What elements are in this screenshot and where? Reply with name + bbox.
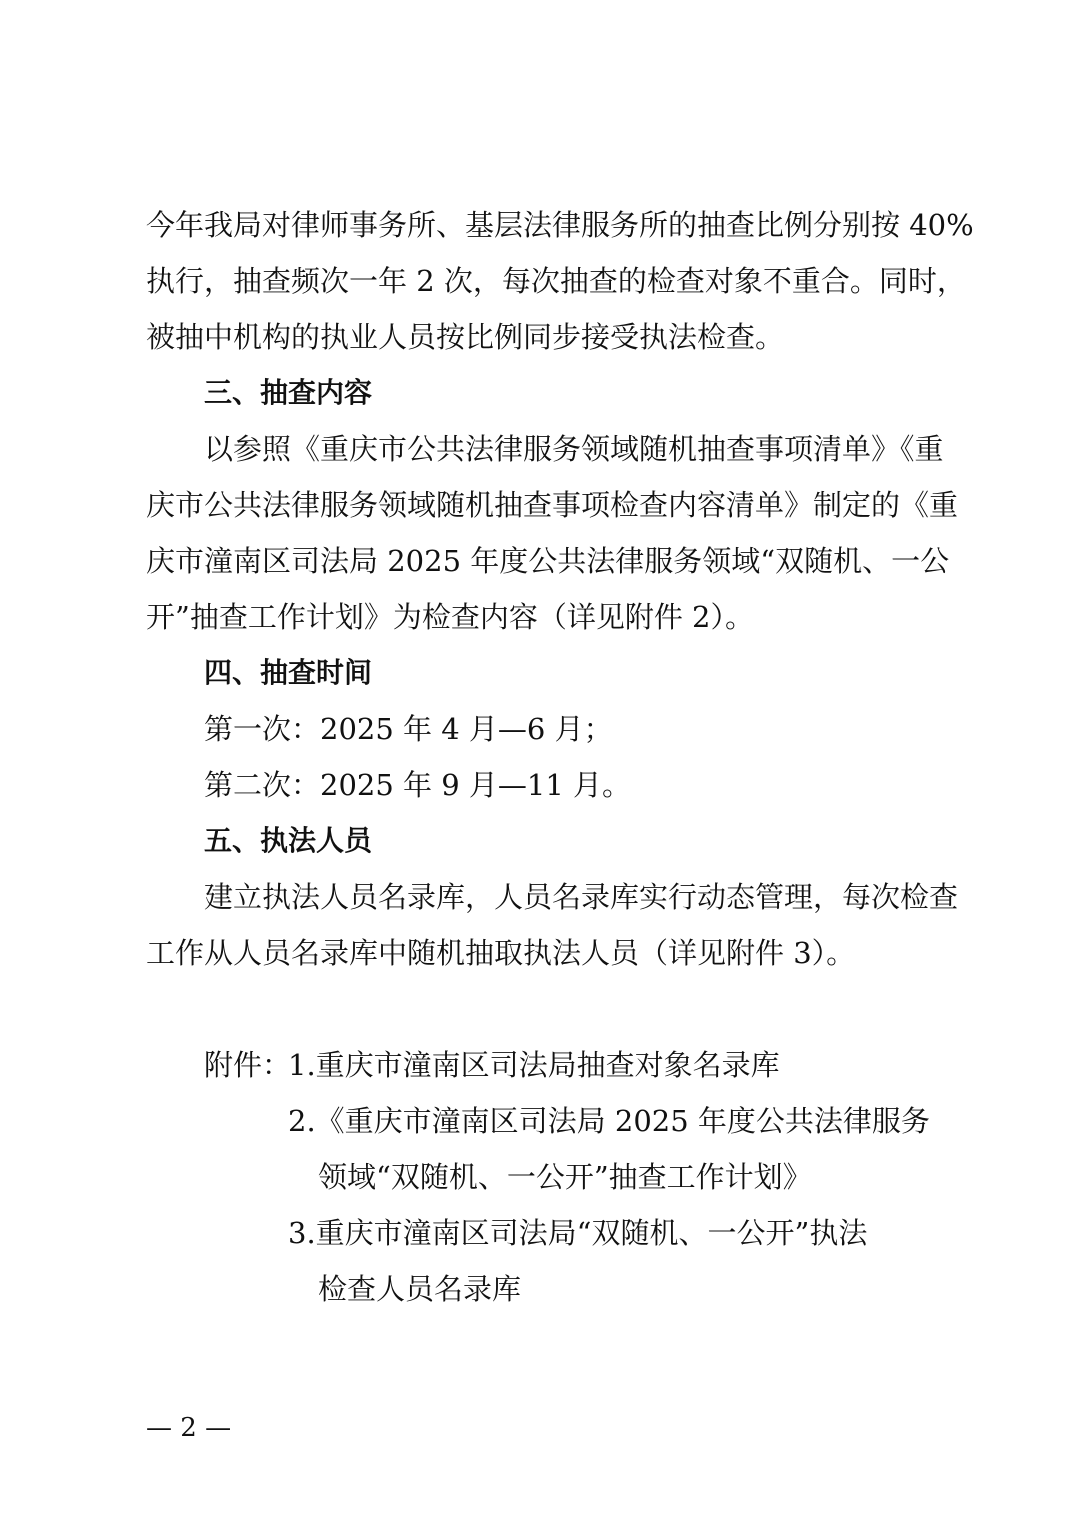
paragraph-line: 庆市潼南区司法局 2025 年度公共法律服务领域“双随机、一公 <box>146 544 950 578</box>
page-number: — 2 — <box>146 1413 232 1443</box>
paragraph-line: 今年我局对律师事务所、基层法律服务所的抽查比例分别按 40% <box>146 208 974 242</box>
paragraph-line: 第二次：2025 年 9 月—11 月。 <box>204 768 632 802</box>
attachment-item: 3.重庆市潼南区司法局“双随机、一公开”执法 <box>288 1216 868 1250</box>
paragraph-line: 执行，抽查频次一年 2 次，每次抽查的检查对象不重合。同时， <box>146 264 966 298</box>
attachment-item-continuation: 领域“双随机、一公开”抽查工作计划》 <box>318 1160 812 1194</box>
attachment-item: 1.重庆市潼南区司法局抽查对象名录库 <box>288 1048 780 1082</box>
section-heading: 三、抽查内容 <box>204 376 373 409</box>
paragraph-line: 被抽中机构的执业人员按比例同步接受执法检查。 <box>146 320 785 354</box>
section-heading: 四、抽查时间 <box>204 656 373 689</box>
paragraph-line: 第一次：2025 年 4 月—6 月； <box>204 712 613 746</box>
attachments-label: 附件： <box>204 1048 292 1082</box>
paragraph-line: 庆市公共法律服务领域随机抽查事项检查内容清单》制定的《重 <box>146 488 959 522</box>
attachment-item: 2.《重庆市潼南区司法局 2025 年度公共法律服务 <box>288 1104 930 1138</box>
paragraph-line: 开”抽查工作计划》为检查内容（详见附件 2）。 <box>146 600 754 634</box>
attachment-item-continuation: 检查人员名录库 <box>318 1272 522 1306</box>
paragraph-line: 工作从人员名录库中随机抽取执法人员（详见附件 3）。 <box>146 936 856 970</box>
paragraph-line: 以参照《重庆市公共法律服务领域随机抽查事项清单》《重 <box>204 432 944 466</box>
section-heading: 五、执法人员 <box>204 824 373 857</box>
paragraph-line: 建立执法人员名录库，人员名录库实行动态管理，每次检查 <box>204 880 959 914</box>
